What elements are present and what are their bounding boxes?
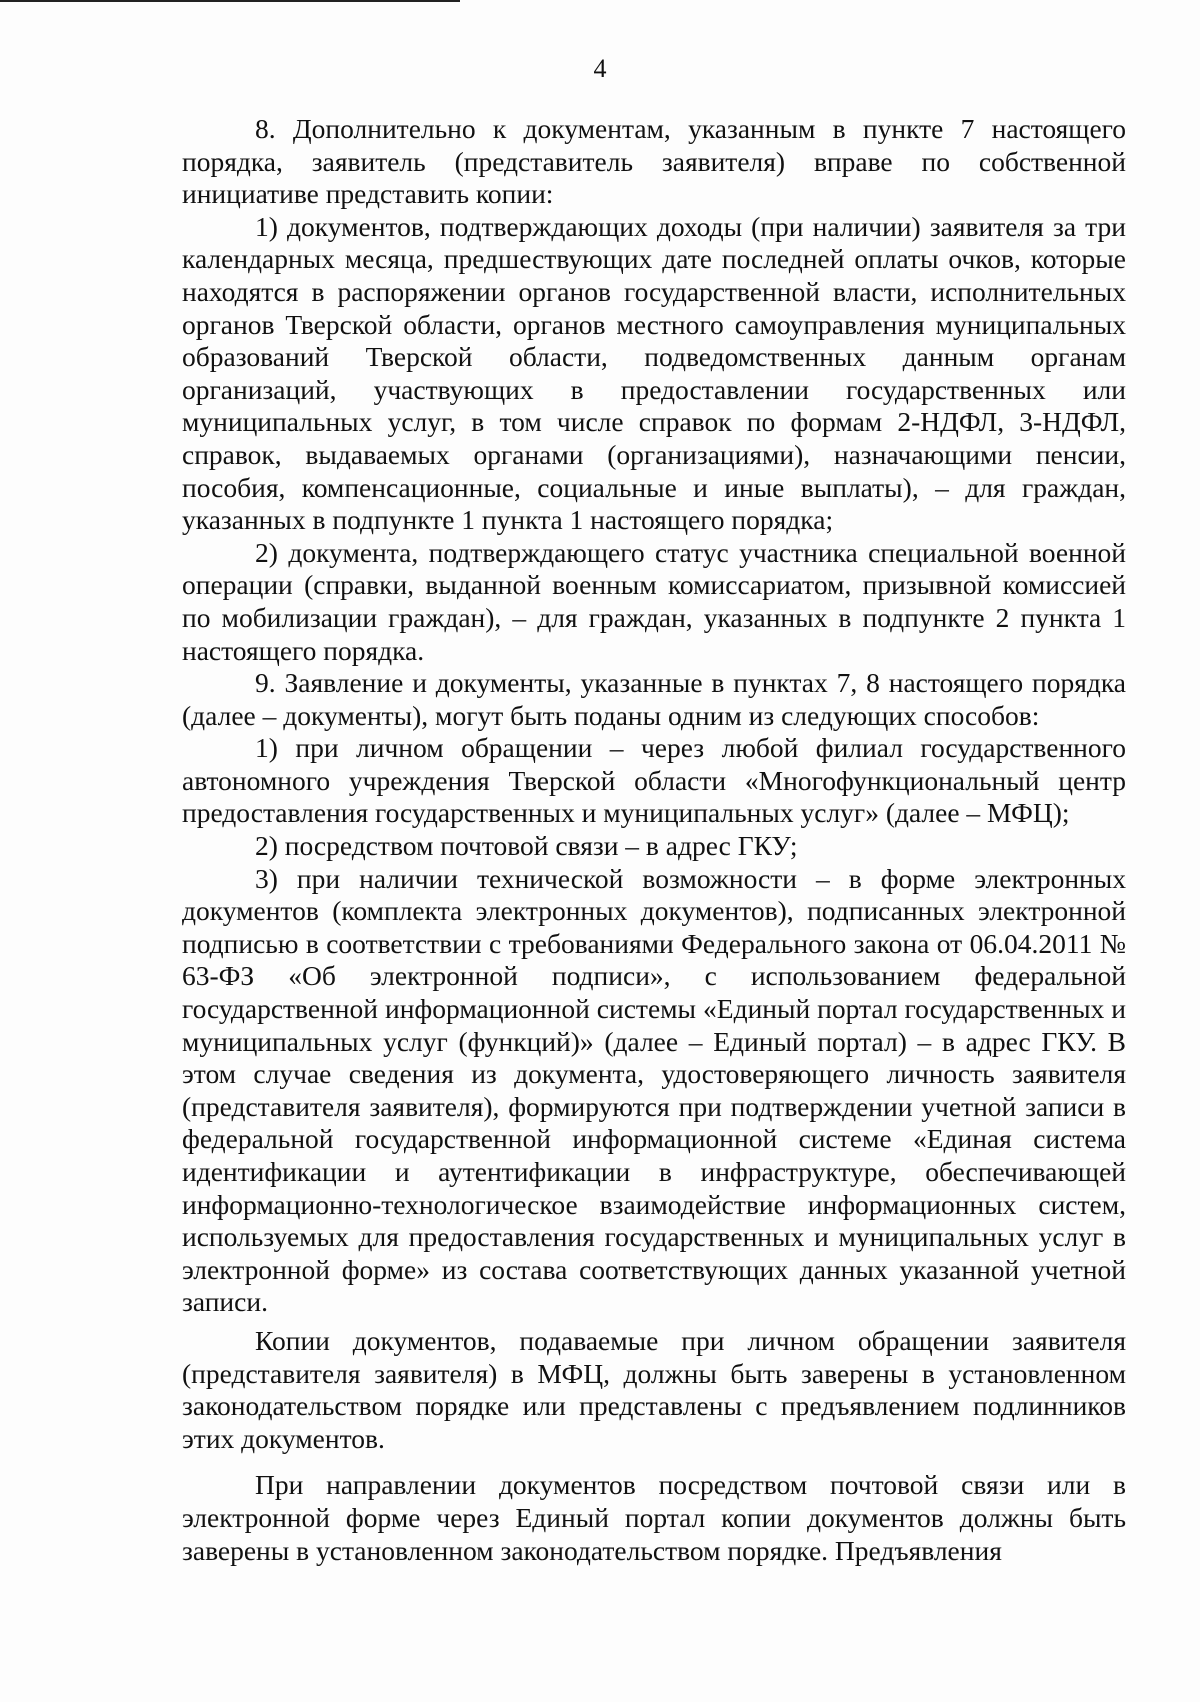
paragraph-item-9: 9. Заявление и документы, указанные в пунктах 7, 8 настоящего порядка (далее – документы), могут быть поданы одним из следующих способов: — [182, 667, 1126, 731]
paragraph-copies-post-portal: При направлении документов посредством почтовой связи или в электронной форме через Единый портал копии документов должны быть заверены в установленном законодательством порядке. Предъявления — [182, 1469, 1126, 1566]
paragraph-item-9-sub-2: 2) посредством почтовой связи – в адрес ГКУ; — [255, 830, 798, 862]
paragraph-item-9-sub-3: 3) при наличии технической возможности – в форме электронных документов (комплекта электронных документов), подписанных электронной подписью в соответствии с требованиями Федерального закона от 06.04.2011 № 63-ФЗ «Об электронной подписи», с использованием федеральной государственной информационной системы «Единый портал государственных и муниципальных услуг (функций)» (далее – Единый портал) – в адрес ГКУ. В этом случае сведения из документа, удостоверяющего личность заявителя (представителя заявителя), формируются при подтверждении учетной записи в федеральной государственной информационной системе «Единая система идентификации и аутентификации в инфраструктуре, обеспечивающей информационно-технологическое взаимодействие информационных систем, используемых для предоставления государственных и муниципальных услуг в электронной форме» из состава соответствующих данных указанной учетной записи. — [182, 862, 1126, 1318]
scan-top-edge-line — [0, 0, 460, 2]
paragraph-item-8: 8. Дополнительно к документам, указанным в пункте 7 настоящего порядка, заявитель (представитель заявителя) вправе по собственной инициативе представить копии: — [182, 113, 1126, 210]
paragraph-item-8-sub-1: 1) документов, подтверждающих доходы (при наличии) заявителя за три календарных месяца, предшествующих дате последней оплаты очков, которые находятся в распоряжении органов государственной власти, исполнительных органов Тверской области, органов местного самоуправления муниципальных образований Тверской области, подведомственных данным органам организаций, участвующих в предоставлении государственных или муниципальных услуг, в том числе справок по формам 2-НДФЛ, 3-НДФЛ, справок, выдаваемых органами (организациями), назначающими пенсии, пособия, компенсационные, социальные и иные выплаты), – для граждан, указанных в подпункте 1 пункта 1 настоящего порядка; — [182, 210, 1126, 536]
paragraph-item-9-sub-1: 1) при личном обращении – через любой филиал государственного автономного учреждения Тверской области «Многофункциональный центр предоставления государственных и муниципальных услуг» (далее – МФЦ); — [182, 732, 1126, 829]
page-number: 4 — [593, 54, 607, 83]
document-body — [182, 113, 1126, 1567]
paragraph-copies-mfc: Копии документов, подаваемые при личном обращении заявителя (представителя заявителя) в МФЦ, должны быть заверены в установленном законодательством порядке или представлены с предъявлением подлинников этих документов. — [182, 1324, 1126, 1454]
paragraph-item-8-sub-2: 2) документа, подтверждающего статус участника специальной военной операции (справки, выданной военным комиссариатом, призывной комиссией по мобилизации граждан), – для граждан, указанных в подпункте 2 пункта 1 настоящего порядка. — [182, 536, 1126, 666]
